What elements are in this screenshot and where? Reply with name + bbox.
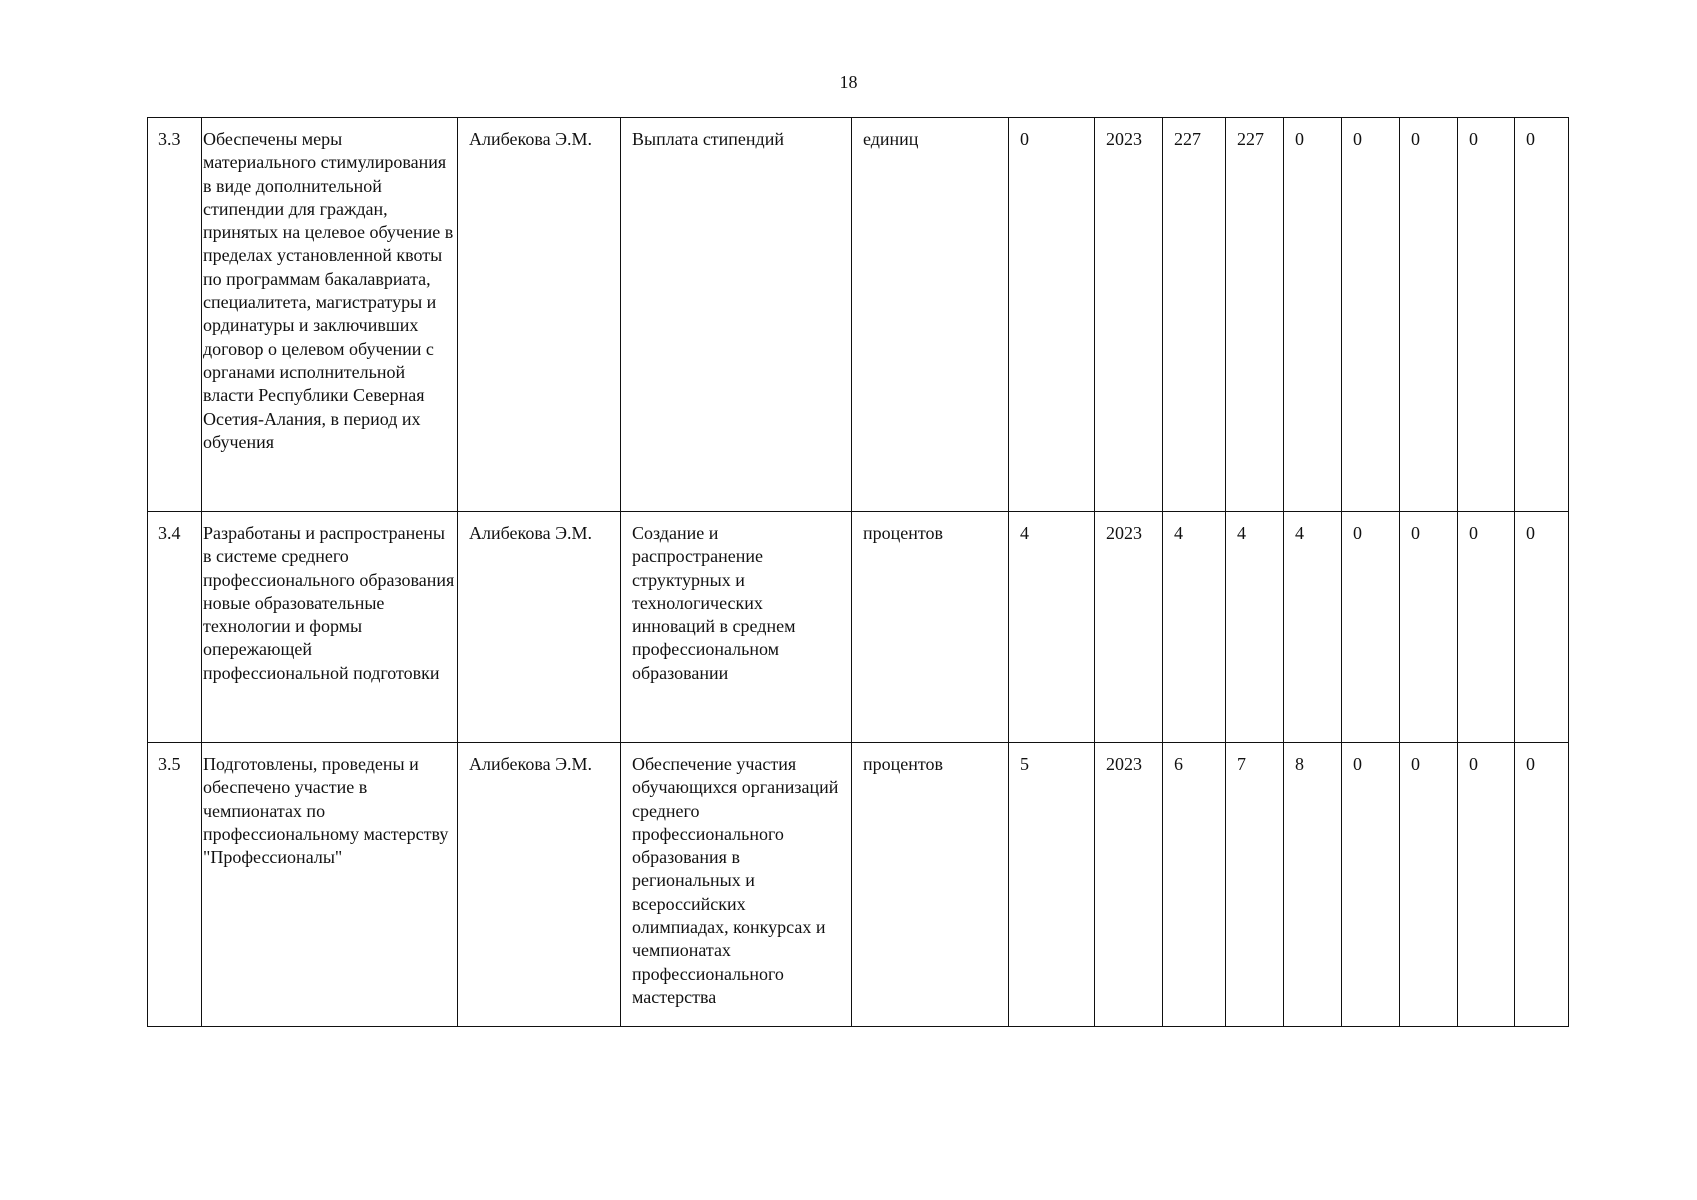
row-number: 3.4: [148, 512, 202, 743]
year-value: 0: [1342, 118, 1400, 512]
base-year: 2023: [1095, 118, 1163, 512]
responsible-person: Алибекова Э.М.: [458, 118, 621, 512]
indicator-name: Выплата стипендий: [621, 118, 852, 512]
base-value: 0: [1009, 118, 1095, 512]
year-value: 0: [1400, 118, 1458, 512]
responsible-person: Алибекова Э.М.: [458, 512, 621, 743]
table-row: [148, 512, 1569, 743]
year-value: 0: [1458, 118, 1515, 512]
result-name: Разработаны и распространены в системе среднего профессионального образования новые образовательные технологии и формы опережающей профессиональной подготовки: [202, 512, 458, 743]
year-value: 6: [1163, 743, 1226, 1027]
responsible-person: Алибекова Э.М.: [458, 743, 621, 1027]
unit-of-measure: единиц: [852, 118, 1009, 512]
year-value: 227: [1163, 118, 1226, 512]
unit-of-measure: процентов: [852, 512, 1009, 743]
year-value: 7: [1226, 743, 1284, 1027]
base-value: 4: [1009, 512, 1095, 743]
year-value: 0: [1400, 512, 1458, 743]
year-value: 227: [1226, 118, 1284, 512]
year-value: 0: [1515, 743, 1569, 1027]
year-value: 4: [1226, 512, 1284, 743]
row-number: 3.3: [148, 118, 202, 512]
result-name: Подготовлены, проведены и обеспечено участие в чемпионатах по профессиональному мастерству "Профессионалы": [202, 743, 458, 1027]
indicator-name: Создание и распространение структурных и технологических инноваций в среднем профессиональном образовании: [621, 512, 852, 743]
page-number: 18: [839, 72, 858, 92]
year-value: 0: [1458, 512, 1515, 743]
year-value: 8: [1284, 743, 1342, 1027]
table-row: [148, 118, 1569, 512]
result-name: Обеспечены меры материального стимулирования в виде дополнительной стипендии для граждан, принятых на целевое обучение в пределах установленной квоты по программам бакалавриата, специалитета, магистратуры и ординатуры и заключивших договор о целевом обучении с органами исполнительной власти Республики Северная Осетия-Алания, в период их обучения: [202, 118, 458, 512]
year-value: 0: [1342, 512, 1400, 743]
base-year: 2023: [1095, 512, 1163, 743]
unit-of-measure: процентов: [852, 743, 1009, 1027]
year-value: 0: [1458, 743, 1515, 1027]
year-value: 4: [1163, 512, 1226, 743]
table-row: [148, 743, 1569, 1027]
row-number: 3.5: [148, 743, 202, 1027]
year-value: 4: [1284, 512, 1342, 743]
plan-table: [147, 117, 1569, 1027]
base-year: 2023: [1095, 743, 1163, 1027]
year-value: 0: [1342, 743, 1400, 1027]
year-value: 0: [1515, 118, 1569, 512]
year-value: 0: [1284, 118, 1342, 512]
year-value: 0: [1515, 512, 1569, 743]
indicator-name: Обеспечение участия обучающихся организаций среднего профессионального образования в региональных и всероссийских олимпиадах, конкурсах и чемпионатах профессионального мастерства: [621, 743, 852, 1027]
base-value: 5: [1009, 743, 1095, 1027]
year-value: 0: [1400, 743, 1458, 1027]
